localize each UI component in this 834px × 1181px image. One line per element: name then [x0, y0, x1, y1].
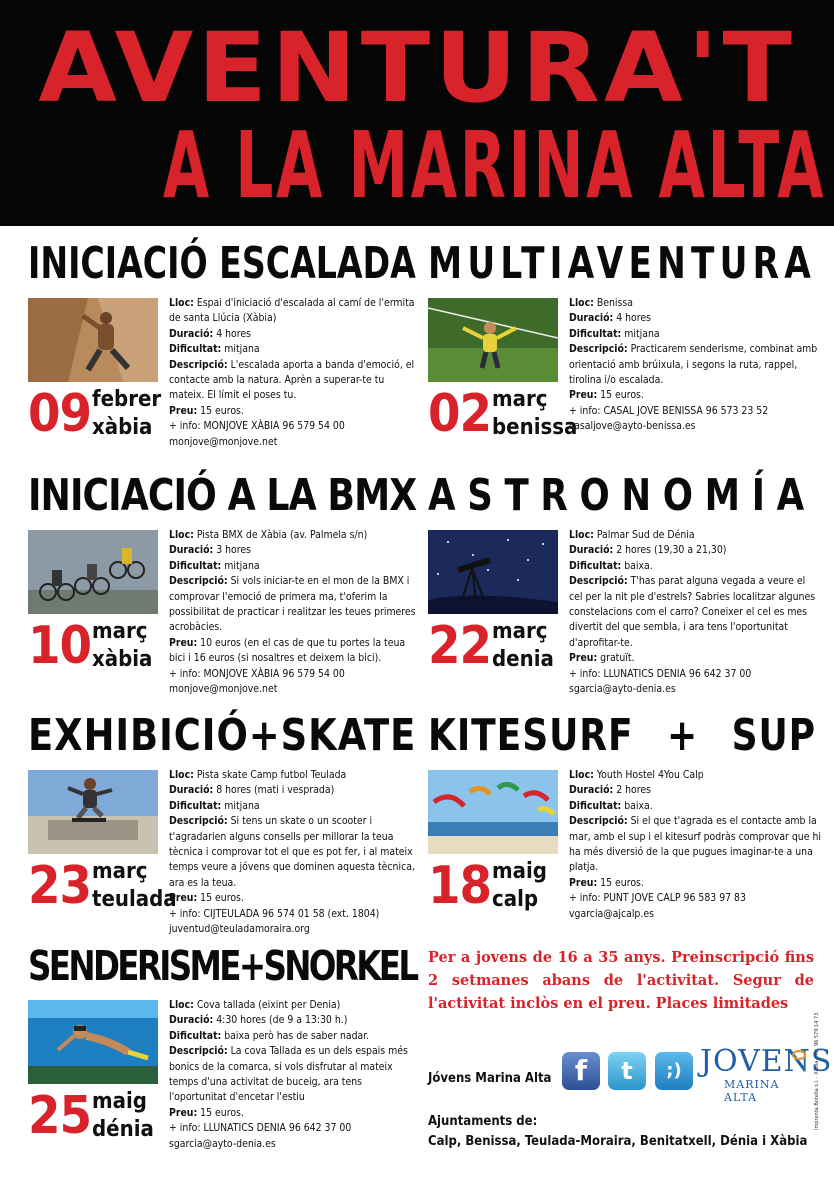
- lloc-value: Benissa: [596, 297, 634, 309]
- event-info: [169, 998, 421, 1152]
- contact-info: + info: CIJTEULADA 96 574 01 58 (ext. 1804): [169, 907, 380, 920]
- event-day: 23: [28, 856, 92, 916]
- twitter-icon[interactable]: t: [608, 1052, 646, 1090]
- dificultat-label: Dificultat:: [569, 327, 622, 340]
- event-month: març: [492, 387, 548, 412]
- event-town: xàbia: [92, 415, 153, 440]
- event-title: KITESURF + SUP: [428, 710, 817, 761]
- facebook-icon[interactable]: f: [562, 1052, 600, 1090]
- telescope-night-sky-image: [428, 530, 558, 614]
- duracio-value: 2 hores (19,30 a 21,30): [616, 544, 727, 557]
- logo-subtitle: MARINA ALTA: [724, 1078, 780, 1104]
- preu-label: Preu:: [569, 652, 598, 665]
- zipline-photo: [428, 298, 558, 382]
- lloc-value: Cova tallada (eixint per Denia): [196, 999, 341, 1011]
- lloc-value: Pista BMX de Xàbia (av. Palmela s/n): [196, 529, 368, 541]
- event-title: ASTRONOMÍA: [428, 470, 816, 521]
- descripcio-value: Si vols iniciar-te en el mon de la BMX i comprovar l'emoció de primera ma, t'oferim la possibilitat de practicar i realitzar les teues primeres acrobàcies.: [169, 575, 416, 634]
- lloc-label: Lloc:: [169, 999, 194, 1011]
- event-day: 25: [28, 1086, 92, 1146]
- dificultat-value: mitjana: [224, 343, 260, 356]
- duracio-label: Duració:: [169, 327, 214, 340]
- descripcio-label: Descripció:: [169, 1045, 228, 1058]
- descripcio-value: T'has parat alguna vegada a veure el cel per la nit ple d'estrels? Sabries localitzar algunes constelacions com el carro? Coneixer el cel es mes divertit del que sembla, i ara tens l'oportunitat d'aprofitar-te.: [569, 575, 816, 649]
- contact-email: vgarcia@ajcalp.es: [569, 907, 654, 920]
- preu-label: Preu:: [169, 1106, 198, 1119]
- event-kitesurf: [428, 710, 821, 940]
- preu-value: 15 euros.: [200, 404, 244, 417]
- descripcio-label: Descripció:: [569, 815, 628, 828]
- dificultat-value: mitjana: [624, 327, 660, 340]
- contact-email: monjove@monjove.net: [169, 435, 278, 448]
- dificultat-label: Dificultat:: [169, 559, 222, 572]
- descripcio-label: Descripció:: [169, 358, 228, 371]
- descripcio-value: Practicarem senderisme, combinat amb orientació amb brúixula, i segons la ruta, rappel, tirolina i/o escalada.: [569, 343, 818, 387]
- lloc-value: Pista skate Camp futbol Teulada: [196, 769, 347, 781]
- event-month: maig: [492, 859, 547, 884]
- duracio-value: 4:30 hores (de 9 a 13:30 h.): [216, 1014, 348, 1027]
- event-title: INICIACIÓ ESCALADA: [28, 238, 416, 289]
- contact-info: + info: MONJOVE XÀBIA 96 579 54 00: [169, 420, 345, 433]
- organizer-name: Jóvens Marina Alta: [428, 1071, 552, 1086]
- duracio-label: Duració:: [169, 544, 214, 557]
- duracio-label: Duració:: [569, 312, 614, 325]
- event-town: denia: [492, 647, 554, 672]
- duracio-label: Duració:: [569, 544, 614, 557]
- descripcio-value: Si el que t'agrada es el contacte amb la mar, amb el sup i el kitesurf podràs comprovar que hi ha més diversió de la que pugues imaginar-te a una platja.: [569, 815, 821, 874]
- snorkel-underwater-photo: [28, 1000, 158, 1084]
- preu-label: Preu:: [569, 876, 598, 889]
- preu-label: Preu:: [169, 404, 198, 417]
- event-skate: [28, 710, 418, 950]
- event-day: 22: [428, 616, 492, 676]
- contact-email: sgarcia@ayto-denia.es: [169, 1137, 276, 1150]
- lloc-label: Lloc:: [169, 769, 194, 781]
- dificultat-value: baixa.: [624, 799, 653, 812]
- preu-value: gratuït.: [600, 652, 635, 665]
- event-info: [169, 768, 421, 937]
- event-snorkel: [28, 940, 418, 1175]
- duracio-value: 4 hores: [616, 312, 652, 325]
- event-info: [169, 296, 421, 450]
- town-councils-label: Ajuntaments de:: [428, 1114, 538, 1129]
- lloc-label: Lloc:: [569, 769, 594, 781]
- lloc-value: Youth Hostel 4You Calp: [596, 769, 704, 781]
- descripcio-value: L'escalada aporta a banda d'emoció, el contacte amb la natura. Aprèn a superar-te tu mateix. El límit el poses tu.: [169, 358, 415, 402]
- rock-climbing-image: [28, 298, 158, 382]
- duracio-label: Duració:: [569, 784, 614, 797]
- printer-credit: Imprenta Botella s.l. · Xàbia · Tel. 96 579 14 73: [814, 1012, 820, 1130]
- preu-label: Preu:: [569, 389, 598, 402]
- event-bmx: [28, 470, 418, 700]
- contact-email: casaljove@ayto-benissa.es: [569, 420, 696, 433]
- duracio-value: 8 hores (mati i vesprada): [216, 784, 335, 797]
- logo-swirl-icon: [792, 1050, 806, 1060]
- preu-value: 15 euros.: [200, 892, 244, 905]
- event-title: INICIACIÓ A LA BMX: [28, 470, 417, 521]
- bmx-riders-photo: [28, 530, 158, 614]
- header-title-line1: AVENTURA'T: [38, 12, 796, 124]
- contact-info: + info: LLUNATICS DENIA 96 642 37 00: [169, 1122, 352, 1135]
- dificultat-value: baixa.: [624, 559, 653, 572]
- bmx-riders-image: [28, 530, 158, 614]
- descripcio-label: Descripció:: [569, 575, 628, 588]
- event-astronomia: [428, 470, 818, 700]
- preu-value: 15 euros.: [200, 1106, 244, 1119]
- lloc-value: Espai d'iniciació d'escalada al camí de l'ermita de santa Llúcia (Xàbia): [169, 297, 415, 325]
- duracio-value: 4 hores: [216, 327, 252, 340]
- kitesurf-beach-image: [428, 770, 558, 854]
- descripcio-value: La cova Tallada es un dels espais més bonics de la comarca, si vols disfrutar al mateix temps d'una activitat de buceig, ara tens l'oportunitat d'encetar l'estiu: [169, 1045, 408, 1104]
- tuenti-icon[interactable]: ;): [655, 1052, 693, 1090]
- duracio-label: Duració:: [169, 784, 214, 797]
- skateboarder-photo: [28, 770, 158, 854]
- preu-label: Preu:: [169, 636, 198, 649]
- event-town: calp: [492, 887, 539, 912]
- preu-value: 15 euros.: [600, 389, 644, 402]
- rock-climbing-photo: [28, 298, 158, 382]
- event-day: 10: [28, 616, 92, 676]
- lloc-label: Lloc:: [569, 529, 594, 541]
- event-info: [569, 296, 821, 435]
- contact-info: + info: LLUNATICS DENIA 96 642 37 00: [569, 667, 752, 680]
- dificultat-value: mitjana: [224, 559, 260, 572]
- kitesurf-beach-photo: [428, 770, 558, 854]
- event-day: 09: [28, 384, 92, 444]
- descripcio-label: Descripció:: [169, 575, 228, 588]
- logo-title: JOVENS: [700, 1044, 833, 1079]
- duracio-value: 2 hores: [616, 784, 652, 797]
- event-town: benissa: [492, 415, 578, 440]
- event-info: [569, 768, 821, 922]
- town-councils-list: Calp, Benissa, Teulada-Moraira, Benitatxell, Dénia i Xàbia: [428, 1134, 808, 1149]
- event-day: 18: [428, 856, 492, 916]
- dificultat-value: baixa però has de saber nadar.: [224, 1029, 370, 1042]
- zipline-image: [428, 298, 558, 382]
- event-month: març: [92, 859, 148, 884]
- lloc-label: Lloc:: [169, 297, 194, 309]
- duracio-value: 3 hores: [216, 544, 252, 557]
- event-month: febrer: [92, 387, 162, 412]
- contact-email: sgarcia@ayto-denia.es: [569, 683, 676, 696]
- telescope-night-sky-photo: [428, 530, 558, 614]
- event-title: EXHIBICIÓ+SKATE: [28, 710, 417, 761]
- descripcio-label: Descripció:: [569, 343, 628, 356]
- event-town: xàbia: [92, 647, 153, 672]
- snorkel-underwater-image: [28, 1000, 158, 1084]
- event-day: 02: [428, 384, 492, 444]
- contact-info: + info: PUNT JOVE CALP 96 583 97 83: [569, 892, 746, 905]
- event-multiaventura: [428, 238, 818, 468]
- event-month: març: [492, 619, 548, 644]
- event-info: [569, 528, 821, 697]
- descripcio-label: Descripció:: [169, 815, 228, 828]
- preu-label: Preu:: [169, 892, 198, 905]
- contact-info: + info: MONJOVE XÀBIA 96 579 54 00: [169, 667, 345, 680]
- contact-email: juventud@teuladamoraira.org: [169, 923, 310, 936]
- event-escalada: [28, 238, 418, 468]
- event-town: dénia: [92, 1117, 154, 1142]
- registration-notice: Per a jovens de 16 a 35 anys. Preinscripció fins 2 setmanes abans de l'activitat. Segur de l'activitat inclòs en el preu. Places limitades: [428, 949, 814, 1012]
- lloc-label: Lloc:: [569, 297, 594, 309]
- duracio-label: Duració:: [169, 1014, 214, 1027]
- preu-value: 10 euros (en el cas de que tu portes la teua bici i 16 euros (si nosaltres et deixem la bici).: [169, 636, 406, 665]
- dificultat-label: Dificultat:: [569, 559, 622, 572]
- event-month: març: [92, 619, 148, 644]
- lloc-value: Palmar Sud de Dénia: [596, 529, 695, 541]
- dificultat-label: Dificultat:: [569, 799, 622, 812]
- skateboarder-image: [28, 770, 158, 854]
- event-info: [169, 528, 421, 697]
- event-town: teulada: [92, 887, 177, 912]
- event-month: maig: [92, 1089, 147, 1114]
- preu-value: 15 euros.: [600, 876, 644, 889]
- contact-email: monjove@monjove.net: [169, 683, 278, 696]
- dificultat-label: Dificultat:: [169, 343, 222, 356]
- town-councils: [428, 1112, 818, 1152]
- event-title: SENDERISME+SNORKEL: [28, 942, 417, 990]
- header-title-line2: A LA MARINA ALTA: [162, 112, 827, 219]
- event-title: MULTIAVENTURA: [428, 238, 816, 289]
- dificultat-label: Dificultat:: [169, 1029, 222, 1042]
- dificultat-label: Dificultat:: [169, 799, 222, 812]
- descripcio-value: Si tens un skate o un scooter i t'agradarien alguns consells per millorar la teua tècnica i comprovar tot el que es pot fer, i al mateix temps veure a jóvens que dominen aquesta tècnica, ara es la teua.: [169, 815, 415, 889]
- contact-info: + info: CASAL JOVE BENISSA 96 573 23 52: [569, 404, 769, 417]
- dificultat-value: mitjana: [224, 799, 260, 812]
- header-banner: [0, 0, 834, 226]
- lloc-label: Lloc:: [169, 529, 194, 541]
